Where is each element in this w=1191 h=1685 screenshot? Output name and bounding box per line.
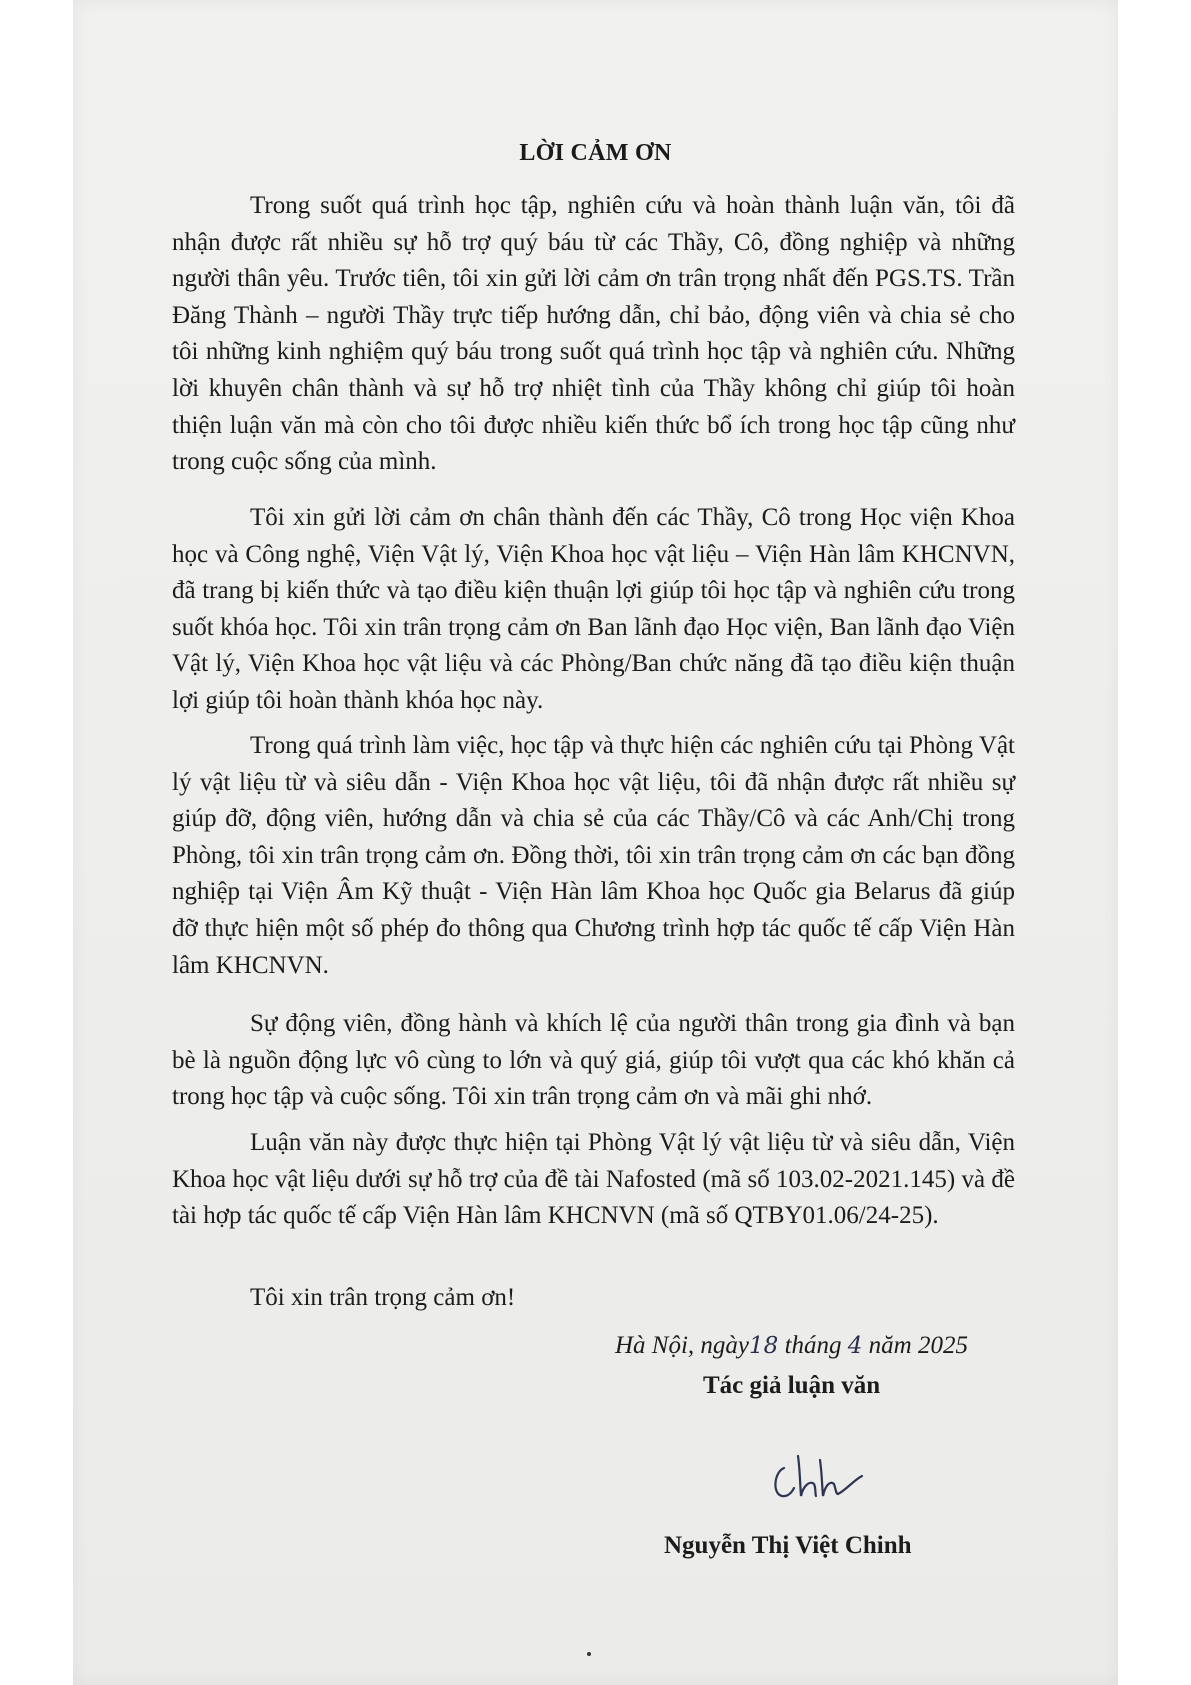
scan-background-left — [0, 0, 73, 1685]
paragraph-4: Sự động viên, đồng hành và khích lệ của người thân trong gia đình và bạn bè là nguồn động lực vô cùng to lớn và quý giá, giúp tôi vượt qua các khó khăn cả trong học tập và cuộc sống. Tôi xin trân trọng cảm ơn và mãi ghi nhớ. — [172, 1010, 1015, 1111]
date-month-word: tháng — [784, 1332, 842, 1359]
paragraph-1: Trong suốt quá trình học tập, nghiên cứu và hoàn thành luận văn, tôi đã nhận được rất nhiều sự hỗ trợ quý báu từ các Thầy, Cô, đồng nghiệp và những người thân yêu. Trước tiên, tôi xin gửi lời cảm ơn trân trọng nhất đến PGS.TS. Trần Đăng Thành – người Thầy trực tiếp hướng dẫn, chỉ bảo, động viên và chia sẻ cho tôi những kinh nghiệm quý báu trong suốt quá trình học tập và nghiên cứu. Những lời khuyên chân thành và sự hỗ trợ nhiệt tình của Thầy không chỉ giúp tôi hoàn thiện luận văn mà còn cho tôi được nhiều kiến thức bổ ích trong học tập cũng như trong cuộc sống của mình. — [172, 192, 1015, 476]
date-prefix: Hà Nội, ngày — [615, 1332, 750, 1359]
scan-background-right — [1118, 0, 1191, 1685]
date-month-handwritten: 4 — [847, 1333, 863, 1359]
closing-thanks: Tôi xin trân trọng cảm ơn! — [250, 1284, 516, 1311]
scan-speck — [587, 1652, 591, 1656]
date-line — [615, 1332, 968, 1360]
paragraph-3: Trong quá trình làm việc, học tập và thực hiện các nghiên cứu tại Phòng Vật lý vật liệu từ và siêu dẫn - Viện Khoa học vật liệu, tôi đã nhận được rất nhiều sự giúp đỡ, động viên, hướng dẫn và chia sẻ của các Thầy/Cô và các Anh/Chị trong Phòng, tôi xin trân trọng cảm ơn. Đồng thời, tôi xin trân trọng cảm ơn các bạn đồng nghiệp tại Viện Âm Kỹ thuật - Viện Hàn lâm Khoa học Quốc gia Belarus đã giúp đỡ thực hiện một số phép đo thông qua Chương trình hợp tác quốc tế cấp Viện Hàn lâm KHCNVN. — [172, 732, 1015, 979]
author-name: Nguyễn Thị Việt Chinh — [664, 1532, 912, 1559]
author-role: Tác giả luận văn — [703, 1372, 881, 1399]
date-year: năm 2025 — [868, 1332, 968, 1359]
date-day-handwritten: 18 — [749, 1333, 779, 1359]
handwritten-signature — [770, 1450, 866, 1510]
paragraph-5: Luận văn này được thực hiện tại Phòng Vật lý vật liệu từ và siêu dẫn, Viện Khoa học vật liệu dưới sự hỗ trợ của đề tài Nafosted (mã số 103.02-2021.145) và đề tài hợp tác quốc tế cấp Viện Hàn lâm KHCNVN (mã số QTBY01.06/24-25). — [172, 1129, 1015, 1230]
page-title: LỜI CẢM ƠN — [519, 140, 672, 166]
paragraph-2: Tôi xin gửi lời cảm ơn chân thành đến các Thầy, Cô trong Học viện Khoa học và Công nghệ, Viện Vật lý, Viện Khoa học vật liệu – Viện Hàn lâm KHCNVN, đã trang bị kiến thức và tạo điều kiện thuận lợi giúp tôi học tập và nghiên cứu trong suốt khóa học. Tôi xin trân trọng cảm ơn Ban lãnh đạo Học viện, Ban lãnh đạo Viện Vật lý, Viện Khoa học vật liệu và các Phòng/Ban chức năng đã tạo điều kiện thuận lợi giúp tôi hoàn thành khóa học này. — [172, 504, 1015, 714]
